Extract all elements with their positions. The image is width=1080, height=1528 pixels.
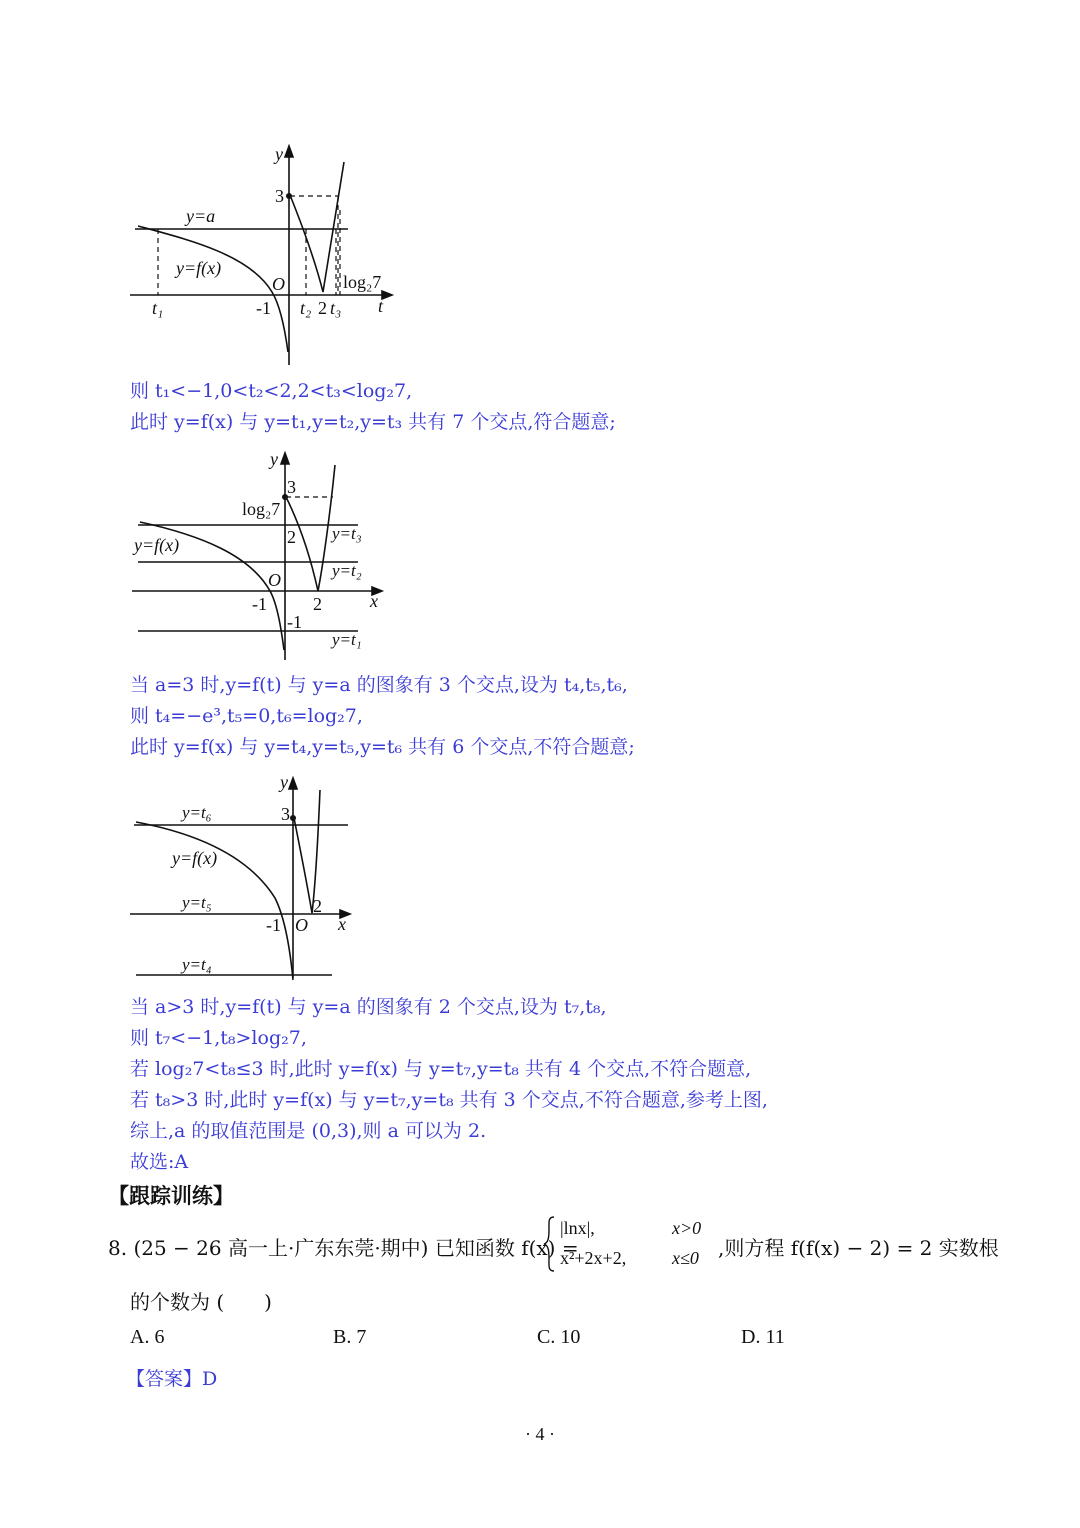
option-a[interactable]: A. 6 [130, 1326, 165, 1348]
solution-line: 此时 y=f(x) 与 y=t₁,y=t₂,y=t₃ 共有 7 个交点,符合题意; [130, 411, 616, 433]
solution-line: 若 log₂7<t₈≤3 时,此时 y=f(x) 与 y=t₇,y=t₈ 共有 4 个交点,不符合题意, [130, 1058, 752, 1080]
case1-condition: x>0 [672, 1218, 702, 1238]
fig3-label-2: 2 [313, 896, 322, 916]
piecewise-brace-icon [543, 1216, 555, 1272]
fig1-label-ya: y=a [186, 206, 216, 226]
fig1-label-neg1: -1 [256, 298, 271, 318]
solution-line: 故选:A [130, 1151, 189, 1173]
option-b[interactable]: B. 7 [333, 1326, 367, 1348]
solution-line: 则 t₄=−e³,t₅=0,t₆=log₂7, [130, 705, 363, 727]
figure-1-graph [120, 140, 410, 370]
question-line-2: 的个数为 ( ) [130, 1290, 272, 1314]
fig3-label-O: O [295, 915, 308, 935]
option-c[interactable]: C. 10 [537, 1326, 581, 1348]
fig1-label-O: O [272, 274, 285, 294]
fig2-label-log: log₂7 [242, 499, 281, 519]
answer-label: 【答案】D [126, 1368, 218, 1390]
fig2-label-3: 3 [287, 477, 296, 497]
fig2-label-f: y=f(x) [134, 535, 180, 555]
fig1-t-label: t [378, 296, 384, 316]
solution-line: 则 t₁<−1,0<t₂<2,2<t₃<log₂7, [130, 380, 413, 402]
case2-condition: x≤0 [672, 1248, 699, 1268]
fig3-label-3: 3 [281, 804, 290, 824]
fig3-y-label: y [280, 772, 288, 792]
fig2-label-t2: y=t₂ [332, 561, 362, 580]
fig1-label-log: log₂7 [343, 272, 382, 292]
fig2-label-t3: y=t₃ [332, 524, 362, 543]
solution-line: 则 t₇<−1,t₈>log₂7, [130, 1027, 307, 1049]
fig2-label-2: 2 [313, 594, 322, 614]
fig1-label-t2: t₂ [300, 298, 312, 318]
fig2-label-O: O [268, 570, 281, 590]
section-heading: 【跟踪训练】 [108, 1184, 234, 1208]
fig3-label-t4: y=t₄ [182, 955, 212, 974]
solution-block-1 [130, 376, 616, 438]
solution-block-3 [130, 992, 768, 1178]
fig1-y-label: y [275, 144, 283, 164]
fig1-label-t1: t₁ [152, 298, 164, 318]
fig2-label-t1: y=t₁ [332, 630, 362, 649]
fig1-label-2: 2 [318, 298, 327, 318]
solution-line: 综上,a 的取值范围是 (0,3),则 a 可以为 2. [130, 1120, 487, 1142]
fig2-label-neg1b: -1 [287, 612, 302, 632]
fig2-x-label: x [370, 591, 378, 611]
option-d[interactable]: D. 11 [741, 1326, 785, 1348]
figure-2-graph [120, 445, 400, 670]
fig2-label-neg1: -1 [252, 594, 267, 614]
case2-expression: x²+2x+2, [560, 1248, 627, 1268]
fig3-x-label: x [338, 914, 346, 934]
question-stem: 8. (25 − 26 高一上·广东东莞·期中) 已知函数 f(x) = [108, 1236, 579, 1260]
fig1-label-t3: t₃ [330, 298, 342, 318]
solution-block-2 [130, 670, 635, 763]
fig1-label-3: 3 [275, 186, 284, 206]
page-number: · 4 · [525, 1424, 555, 1444]
question-tail: ,则方程 f(f(x) − 2) = 2 实数根 [718, 1236, 999, 1260]
fig2-y-label: y [270, 449, 278, 469]
solution-line: 此时 y=f(x) 与 y=t₄,y=t₅,y=t₆ 共有 6 个交点,不符合题意; [130, 736, 635, 758]
fig3-label-neg1: -1 [266, 915, 281, 935]
case1-expression: |lnx|, [560, 1218, 595, 1238]
fig2-label-2top: 2 [287, 527, 296, 547]
fig3-label-t6: y=t₆ [182, 803, 212, 822]
solution-line: 当 a=3 时,y=f(t) 与 y=a 的图象有 3 个交点,设为 t₄,t₅,t₆, [130, 674, 628, 696]
fig1-label-f: y=f(x) [176, 258, 222, 278]
fig3-label-t5: y=t₅ [182, 893, 212, 912]
solution-line: 若 t₈>3 时,此时 y=f(x) 与 y=t₇,y=t₈ 共有 3 个交点,不符合题意,参考上图, [130, 1089, 768, 1111]
fig3-label-f: y=f(x) [172, 848, 218, 868]
solution-line: 当 a>3 时,y=f(t) 与 y=a 的图象有 2 个交点,设为 t₇,t₈, [130, 996, 607, 1018]
figure-3-graph [120, 768, 370, 988]
